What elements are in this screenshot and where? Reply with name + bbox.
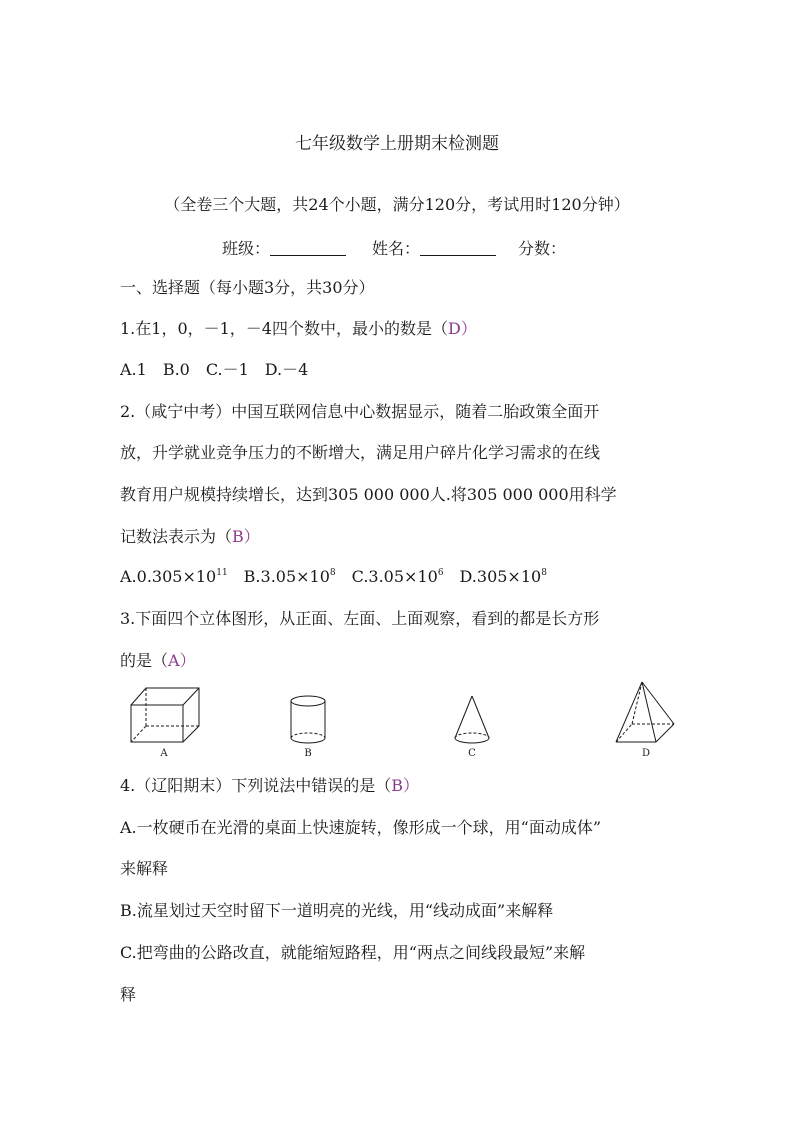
q2-answer: B	[232, 527, 244, 546]
q4-option-b: B.流星划过天空时留下一道明亮的光线，用“线动成面”来解释	[120, 901, 554, 920]
q4-option-a-line2: 来解释	[120, 859, 169, 878]
fig-label-d: D	[641, 748, 651, 759]
q2-close: ）	[243, 527, 260, 546]
name-blank	[420, 241, 496, 256]
q4-stem	[120, 775, 419, 797]
q3-answer: A	[168, 651, 180, 670]
q2-exp-c: 6	[437, 568, 444, 578]
q2-option-a: A.0.305×10	[120, 567, 217, 586]
fig-label-b: B	[304, 748, 312, 759]
q2-option-b: B.3.05×10	[227, 567, 330, 586]
q1-answer: D	[448, 319, 461, 338]
class-blank	[270, 241, 346, 256]
q2-option-d: D.305×10	[443, 567, 542, 586]
name-label: 姓名：	[372, 239, 421, 258]
q4-option-a-line1: A.一枚硬币在光滑的桌面上快速旋转，像形成一个球，用“面动成体”	[120, 818, 602, 837]
class-label: 班级：	[222, 239, 271, 258]
q3-line2-text: 的是（	[120, 651, 169, 670]
q2-line2: 放，升学就业竞争压力的不断增大，满足用户碎片化学习需求的在线	[120, 443, 601, 462]
q3-line2	[120, 650, 196, 672]
pyramid-figure	[614, 680, 678, 746]
q2-exp-d: 8	[541, 568, 547, 578]
cylinder-figure	[288, 686, 328, 748]
q3-line1: 3.下面四个立体图形，从正面、左面、上面观察，看到的都是长方形	[120, 609, 600, 628]
q2-exp-a: 11	[216, 568, 228, 578]
q4-option-c-line1: C.把弯曲的公路改直，就能缩短路程，用“两点之间线段最短”来解	[120, 943, 586, 962]
score-label: 分数：	[518, 239, 567, 258]
cone-figure	[452, 686, 492, 748]
q1-stem	[120, 318, 477, 340]
q2-options	[120, 566, 547, 588]
q2-line1: 2.（咸宁中考）中国互联网信息中心数据显示，随着二胎政策全面开	[120, 402, 600, 421]
q2-line3: 教育用户规模持续增长，达到305 000 000人.将305 000 000用科学	[120, 485, 617, 504]
q2-option-c: C.3.05×10	[335, 567, 438, 586]
score-field	[518, 236, 566, 259]
q4-option-c-line2: 释	[120, 985, 137, 1004]
solid-figures	[120, 686, 690, 766]
q2-exp-b: 8	[329, 568, 336, 578]
fig-label-a: A	[160, 748, 168, 759]
class-field	[222, 236, 346, 259]
q1-options: A.1 B.0 C.－1 D.－4	[120, 360, 309, 379]
q1-close: ）	[460, 319, 477, 338]
q4-close: ）	[403, 776, 420, 795]
exam-note: （全卷三个大题，共24个小题，满分120分，考试用时120分钟）	[164, 195, 630, 214]
q3-close: ）	[179, 651, 196, 670]
q2-line4	[120, 526, 260, 548]
q4-answer: B	[391, 776, 404, 795]
q2-line4-text: 记数法表示为（	[120, 527, 233, 546]
section-heading: 一、选择题（每小题3分，共30分）	[120, 278, 375, 297]
fig-label-c: C	[468, 748, 476, 759]
q4-stem-text: 4.（辽阳期末）下列说法中错误的是（	[120, 776, 392, 795]
name-field	[372, 236, 496, 259]
q1-stem-text: 1.在1，0，－1，－4四个数中，最小的数是（	[120, 319, 448, 338]
cuboid-figure	[130, 686, 202, 746]
page-title: 七年级数学上册期末检测题	[295, 134, 499, 154]
